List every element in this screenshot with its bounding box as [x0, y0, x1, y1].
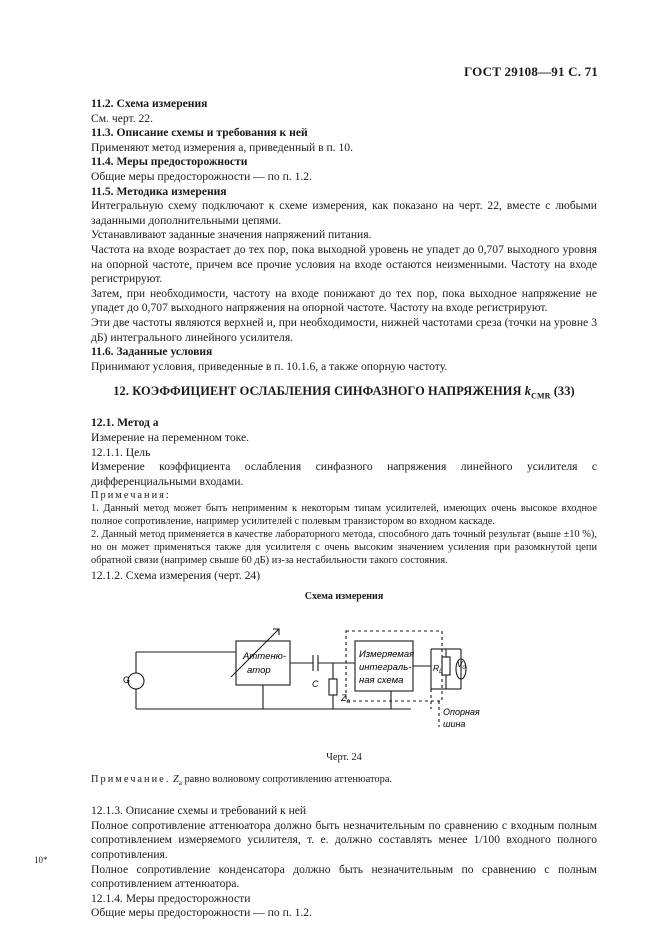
section-12-1-title: 12.1. Метод а [91, 416, 159, 430]
section-11-2-title: 11.2. Схема измерения [91, 97, 208, 110]
dut-label-3: ная схема [359, 674, 404, 686]
section-12-1-4-title: 12.1.4. Меры предосторожности [91, 891, 251, 905]
figure-note-text: равно волновому сопротивлению аттенюатора. [181, 774, 393, 786]
kcmr-subscript: CMR [531, 391, 551, 401]
za-resistor [329, 679, 337, 695]
section-11-3-title: 11.3. Описание схемы и требования к ней [91, 126, 308, 140]
section-12-heading-end: (33) [550, 384, 575, 399]
section-11-4-title: 11.4. Меры предосторожности [91, 155, 248, 169]
figure-caption: Черт. 24 [326, 751, 362, 763]
generator-label: G [123, 674, 131, 685]
bus-label-2: шина [443, 718, 466, 729]
vo-symbol: V [457, 659, 463, 669]
section-12-1-3-para-2: Полное сопротивление конденсатора должно быть незначительным по сравнению с полным сопротивлением аттенюатора. [91, 862, 597, 891]
section-11-5-title: 11.5. Методика измерения [91, 184, 227, 198]
page-header: ГОСТ 29108—91 С. 71 [464, 64, 598, 79]
section-12-1-1-text: Измерение коэффициента ослабления синфазного напряжения линейного усилителя с дифференциальными входами. [91, 460, 597, 488]
section-11-6-title: 11.6. Заданные условия [91, 345, 213, 359]
circuit-svg [91, 609, 597, 739]
circuit-diagram [91, 609, 597, 749]
section-11-5-para-1: Интегральную схему подключают к схеме измерения, как показано на черт. 22, вместе с любыми заданными дополнительными цепями. [91, 199, 597, 227]
figure-note-subscript: a [178, 779, 182, 788]
section-11-2-text: См. черт. 22. [91, 111, 153, 125]
figure-note-label: Примечание. [91, 774, 171, 786]
za-symbol: Z [341, 692, 347, 703]
attenuator-box [236, 641, 290, 685]
figure-note-symbol: Z [172, 774, 179, 786]
attenuator-label-1: Аттеню- [243, 650, 286, 662]
section-11-5-para-4: Затем, при необходимости, частоту на входе понижают до тех пор, пока выходное напряжение не упадет до 0,707 выходного напряжения на опорной частоте. Частоту на входе регистрируют. [91, 286, 597, 315]
section-12-1-1-title: 12.1.1. Цель [91, 445, 151, 459]
kcmr-symbol: k [524, 384, 532, 399]
note-2: 2. Данный метод применяется в качестве лабораторного метода, способного дать точный результат (выше ±10 %), но он может применяться также для усилителя с очень высоким значением усиления при разомкнутой цепи обратной связи (например свыше 60 дБ) из-за нестабильности такого состояния. [91, 529, 597, 567]
section-12-1-4-text: Общие меры предосторожности — по п. 1.2. [91, 906, 312, 920]
section-11-4-text: Общие меры предосторожности — по п. 1.2. [91, 169, 312, 183]
attenuator-label-2: атор [247, 664, 271, 676]
section-12-1-3-para-1: Полное сопротивление аттенюатора должно быть незначительным по сравнению с входным полным сопротивлением измеряемого усилителя, т. е. должно составлять менее 1/100 входного полного сопротивления. [91, 818, 597, 861]
rl-subscript: L [439, 668, 443, 675]
figure-title: Схема измерения [304, 590, 384, 602]
za-subscript: a [346, 697, 351, 705]
section-11-5-para-5: Эти две частоты являются верхней и, при необходимости, нижней частотами среза (точки на уровне 3 дБ) интегрального линейного усилителя. [91, 315, 597, 344]
rl-resistor [442, 657, 450, 675]
section-11-5-para-2: Устанавливают заданные значения напряжений питания. [91, 228, 372, 242]
rl-label [433, 663, 442, 675]
dut-label-2: интеграль- [359, 661, 412, 673]
za-label [340, 693, 351, 705]
figure-note [91, 773, 597, 790]
note-1: 1. Данный метод может быть неприменим к некоторым типам усилителей, имеющих очень высокое входное полное сопротивление, например усилителей с полевым транзистором во входном каскаде. [91, 503, 597, 528]
section-12-1-3-title: 12.1.3. Описание схемы и требований к ней [91, 804, 307, 818]
section-12-heading [91, 384, 597, 404]
capacitor-label: C [312, 678, 319, 689]
bus-label-1: Опорная [443, 706, 480, 717]
section-12-1-text: Измерение на переменном токе. [91, 430, 250, 444]
section-12-heading-main: 12. КОЭФФИЦИЕНТ ОСЛАБЛЕНИЯ СИНФАЗНОГО НАПРЯЖЕНИЯ [113, 384, 525, 399]
dut-label-1: Измеряемая [359, 648, 415, 660]
page-content [91, 97, 597, 921]
rl-symbol: R [433, 662, 440, 673]
section-11-6-text: Принимают условия, приведенные в п. 10.1.6, а также опорную частоту. [91, 359, 448, 373]
section-11-3-text: Применяют метод измерения а, приведенный в п. 10. [91, 140, 353, 154]
vo-subscript: o [462, 664, 466, 671]
section-11-5-para-3: Частота на входе возрастает до тех пор, пока выходной уровень не упадет до 0,707 выходного уровня на опорной частоте, причем все прочие условия на входе остаются неизменными. Частоту на входе регистрируют. [91, 242, 597, 286]
notes-label: Примечания: [91, 490, 171, 502]
page-footer-mark: 10* [34, 855, 48, 865]
section-12-1-2-title: 12.1.2. Схема измерения (черт. 24) [91, 569, 261, 583]
generator-icon [128, 673, 144, 689]
